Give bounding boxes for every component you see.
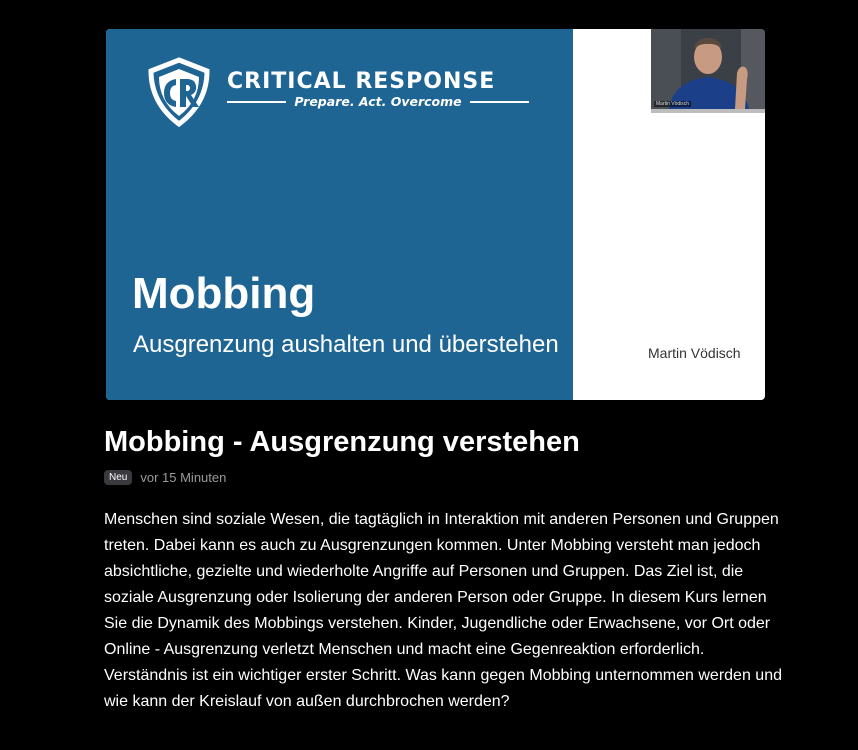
tagline-rule-left (227, 101, 286, 103)
video-meta (104, 470, 226, 485)
brand-name: CRITICAL RESPONSE (227, 69, 496, 94)
new-badge: Neu (104, 470, 132, 485)
video-player[interactable] (106, 29, 765, 400)
tagline-rule-right (470, 101, 529, 103)
webcam-overlay (651, 29, 765, 113)
slide-panel (106, 29, 573, 400)
slide-subtitle: Ausgrenzung aushalten und überstehen (133, 331, 559, 358)
brand-tagline-row (227, 94, 529, 109)
slide-title: Mobbing (132, 269, 316, 318)
posted-time: vor 15 Minuten (140, 470, 227, 485)
video-description: Menschen sind soziale Wesen, die tagtäglich in Interaktion mit anderen Personen und Gruppen treten. Dabei kann es auch zu Ausgrenzungen kommen. Unter Mobbing versteht man jedoch absichtliche, gezielte und wiederholte Angriffe auf Personen und Gruppen. Das Ziel ist, die soziale Ausgrenzung oder Isolierung der anderen Person oder Gruppe. In diesem Kurs lernen Sie die Dynamik des Mobbings verstehen. Kinder, Jugendliche oder Erwachsene, vor Ort oder Online - Ausgrenzung verletzt Menschen und macht eine Gegenreaktion erforderlich. Verständnis ist ein wichtiger erster Schritt. Was kann gegen Mobbing unternommen werden und wie kann der Kreislauf von außen durchbrochen werden? (104, 511, 782, 710)
brand-tagline: Prepare. Act. Overcome (294, 94, 462, 109)
webcam-name-label: Martin Vödisch (656, 101, 690, 107)
slide-presenter-name: Martin Vödisch (648, 345, 741, 361)
shield-logo-icon (144, 57, 214, 127)
presenter-webcam-image (651, 29, 765, 109)
video-title: Mobbing - Ausgrenzung verstehen (104, 426, 580, 458)
